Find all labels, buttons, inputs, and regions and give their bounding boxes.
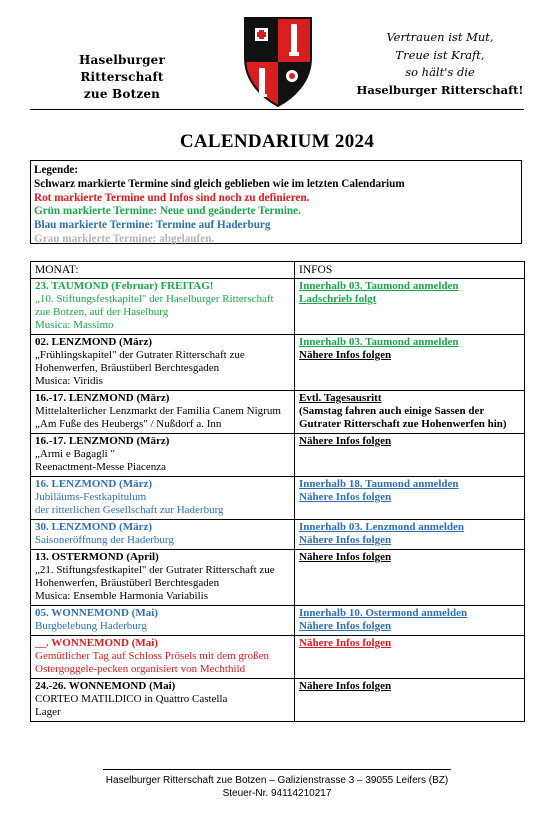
event-cell	[31, 679, 295, 722]
table-row	[31, 550, 525, 606]
table-row	[31, 606, 525, 636]
column-header-infos: INFOS	[295, 262, 525, 279]
info-link[interactable]: Innerhalb 10. Ostermond anmelden	[299, 607, 468, 619]
event-description: Musica: Viridis	[35, 375, 103, 387]
event-date: 30. LENZMOND (März)	[35, 521, 153, 533]
info-link[interactable]: Ladschrieb folgt	[299, 293, 377, 305]
letterhead	[0, 10, 554, 110]
info-cell	[295, 279, 525, 335]
event-description: Mittelalterlicher Lenzmarkt der Familia Canem Nigrum	[35, 405, 281, 417]
legend-heading: Legende:	[34, 164, 79, 176]
event-cell	[31, 335, 295, 391]
event-description: Gemütlicher Tag auf Schloss Prösels mit dem großen	[35, 650, 269, 662]
page-title: CALENDARIUM 2024	[179, 131, 375, 152]
event-description: Musica: Ensemble Harmonia Variabilis	[35, 590, 209, 602]
event-description: Musica: Massimo	[35, 319, 114, 331]
organization-name	[38, 52, 206, 103]
footer-divider	[103, 769, 451, 770]
event-description: Lager	[35, 706, 61, 718]
event-description: „Armi e Bagagli "	[35, 448, 115, 460]
info-link[interactable]: Nähere Infos folgen	[299, 551, 392, 563]
table-row	[31, 335, 525, 391]
footer	[0, 775, 554, 800]
event-description: Hohenwerfen, Bräustüberl Berchtesgaden	[35, 577, 220, 589]
event-description: Saisoneröffnung der Haderburg	[35, 534, 174, 546]
event-date: 24.-26. WONNEMOND (Mai)	[35, 680, 176, 692]
legend-red: Rot markierte Termine und Infos sind noch zu definieren.	[34, 191, 310, 204]
table-row	[31, 391, 525, 434]
event-description: Burgbelebung Haderburg	[35, 620, 147, 632]
table-row	[31, 520, 525, 550]
info-link[interactable]: Innerhalb 18. Taumond anmelden	[299, 478, 459, 490]
legend-green: Grün markierte Termine: Neue und geänderte Termine.	[34, 205, 301, 218]
header-divider	[30, 109, 524, 110]
motto-line: Vertrauen ist Mut,	[386, 30, 494, 44]
event-date: 02. LENZMOND (März)	[35, 336, 153, 348]
table-row	[31, 279, 525, 335]
info-cell	[295, 679, 525, 722]
info-cell	[295, 477, 525, 520]
legend-blue: Blau markierte Termine: Termine auf Haderburg	[34, 219, 271, 232]
event-cell	[31, 434, 295, 477]
info-cell	[295, 550, 525, 606]
event-description: zue Botzen, auf der Haselburg	[35, 306, 169, 318]
event-cell	[31, 279, 295, 335]
info-link[interactable]: Nähere Infos folgen	[299, 620, 392, 632]
event-description: Hohenwerfen, Bräustüberl Berchtesgaden	[35, 362, 220, 374]
org-name-line1: Haselburger Ritterschaft	[78, 53, 166, 84]
info-cell	[295, 434, 525, 477]
calendar-table	[30, 261, 525, 722]
event-date: 16.-17. LENZMOND (März)	[35, 435, 170, 447]
info-note: Gutrater Ritterschaft zue Hohenwerfen hin)	[299, 418, 507, 430]
info-link[interactable]: Innerhalb 03. Lenzmond anmelden	[299, 521, 465, 533]
motto-line: Treue ist Kraft,	[395, 47, 485, 62]
motto-line: so hält's die	[405, 65, 475, 79]
legend-box	[30, 160, 522, 244]
table-row	[31, 679, 525, 722]
column-header-month: MONAT:	[31, 262, 295, 279]
table-header-row	[31, 262, 525, 279]
event-date: 16.-17. LENZMOND (März)	[35, 392, 170, 404]
info-cell	[295, 391, 525, 434]
footer-tax-number: Steuer-Nr. 94114210217	[222, 787, 332, 799]
event-description: Reenactment-Messe Piacenza	[35, 461, 167, 473]
info-link[interactable]: Evtl. Tagesausritt	[299, 392, 382, 404]
info-link[interactable]: Innerhalb 03. Taumond anmelden	[299, 280, 459, 292]
legend-black: Schwarz markierte Termine sind gleich geblieben wie im letzten Calendarium	[34, 177, 405, 190]
info-note: (Samstag fahren auch einige Sassen der	[299, 405, 485, 417]
table-row	[31, 477, 525, 520]
info-link[interactable]: Nähere Infos folgen	[299, 680, 392, 692]
event-date: 23. TAUMOND (Februar) FREITAG!	[35, 280, 214, 292]
info-link[interactable]: Nähere Infos folgen	[299, 637, 392, 649]
event-date: 13. OSTERMOND (April)	[35, 551, 159, 563]
event-description: CORTEO MATILDICO in Quattro Castella	[35, 693, 228, 705]
footer-address: Haselburger Ritterschaft zue Botzen – Galizienstrasse 3 – 39055 Leifers (BZ)	[105, 775, 449, 786]
event-cell	[31, 520, 295, 550]
legend-grey: Grau markierte Termine: abgelaufen.	[34, 232, 215, 245]
info-link[interactable]: Nähere Infos folgen	[299, 349, 392, 361]
event-cell	[31, 477, 295, 520]
info-link[interactable]: Nähere Infos folgen	[299, 534, 392, 546]
event-cell	[31, 636, 295, 679]
event-date: 05. WONNEMOND (Mai)	[35, 607, 158, 619]
org-name-line2: zue Botzen	[83, 87, 161, 101]
coat-of-arms-icon	[243, 16, 313, 108]
event-description: „Frühlingskapitel" der Gutrater Ritterschaft zue	[35, 349, 245, 361]
info-cell	[295, 520, 525, 550]
event-date: __. WONNEMOND (Mai)	[35, 637, 158, 649]
table-row	[31, 434, 525, 477]
event-cell	[31, 391, 295, 434]
info-cell	[295, 335, 525, 391]
info-link[interactable]: Innerhalb 03. Taumond anmelden	[299, 336, 459, 348]
calendar-body	[31, 279, 525, 722]
event-description: Jubiläums-Festkapitulum	[35, 491, 147, 503]
event-cell	[31, 606, 295, 636]
table-row	[31, 636, 525, 679]
event-description: „Am Fuße des Heubergs" / Nußdorf a. Inn	[35, 418, 222, 430]
info-link[interactable]: Nähere Infos folgen	[299, 435, 392, 447]
event-description: „10. Stiftungsfestkapitel" der Haselburger Ritterschaft	[35, 293, 274, 305]
event-cell	[31, 550, 295, 606]
info-cell	[295, 606, 525, 636]
event-description: Ostergoggele-pecken organisiert von Mechthild	[35, 663, 246, 675]
event-description: der ritterlichen Gesellschaft zur Haderburg	[35, 504, 224, 516]
event-description: „21. Stiftungsfestkapitel" der Gutrater Ritterschaft zue	[35, 564, 275, 576]
event-date: 16. LENZMOND (März)	[35, 478, 153, 490]
motto	[352, 29, 528, 99]
info-cell	[295, 636, 525, 679]
info-link[interactable]: Nähere Infos folgen	[299, 491, 392, 503]
motto-line: Haselburger Ritterschaft!	[356, 82, 524, 97]
